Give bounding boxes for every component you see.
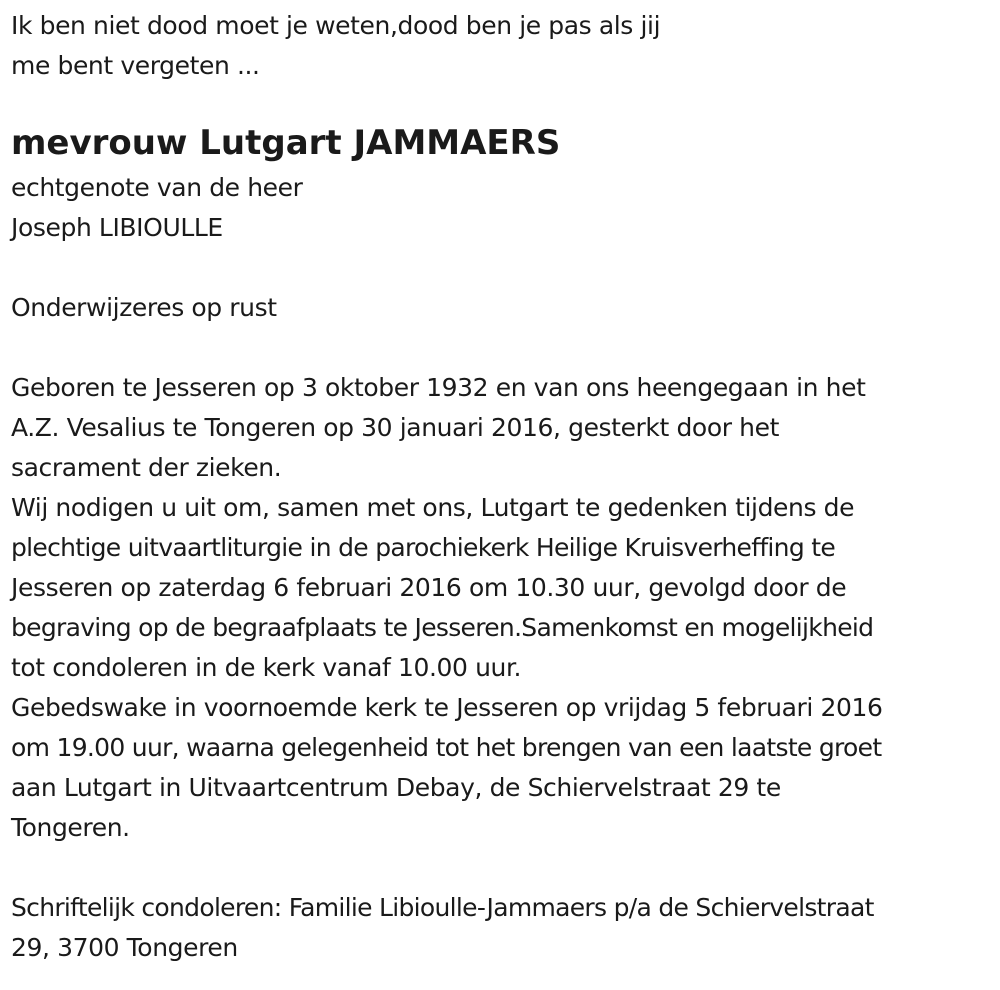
spacer xyxy=(11,248,996,288)
condolences-line: Schriftelijk condoleren: Familie Libioulle-Jammaers p/a de Schiervelstraat xyxy=(11,893,874,922)
born-paragraph xyxy=(11,368,996,488)
spacer xyxy=(11,848,996,888)
vigil-line: Gebedswake in voornoemde kerk te Jesseren op vrijdag 5 februari 2016 xyxy=(11,693,883,722)
spouse-line-1: echtgenote van de heer xyxy=(11,173,303,202)
deceased-name: mevrouw Lutgart JAMMAERS xyxy=(11,123,561,163)
born-line: Geboren te Jesseren op 3 oktober 1932 en van ons heengegaan in het xyxy=(11,373,866,402)
invitation-line: Jesseren op zaterdag 6 februari 2016 om 10.30 uur, gevolgd door de xyxy=(11,573,847,602)
motto-line-1: Ik ben niet dood moet je weten,dood ben je pas als jij xyxy=(11,11,661,40)
invitation-paragraph xyxy=(11,488,996,688)
occupation: Onderwijzeres op rust xyxy=(11,293,277,322)
invitation-line: plechtige uitvaartliturgie in de parochiekerk Heilige Kruisverheffing te xyxy=(11,533,836,562)
spacer xyxy=(11,328,996,368)
vigil-line: om 19.00 uur, waarna gelegenheid tot het brengen van een laatste groet xyxy=(11,733,882,762)
born-line: sacrament der zieken. xyxy=(11,453,282,482)
invitation-line: tot condoleren in de kerk vanaf 10.00 uur. xyxy=(11,653,522,682)
born-line: A.Z. Vesalius te Tongeren op 30 januari 2016, gesterkt door het xyxy=(11,413,779,442)
obituary-document xyxy=(11,6,996,968)
motto-line-2: me bent vergeten ... xyxy=(11,51,260,80)
invitation-line: begraving op de begraafplaats te Jesseren.Samenkomst en mogelijkheid xyxy=(11,613,874,642)
invitation-line: Wij nodigen u uit om, samen met ons, Lutgart te gedenken tijdens de xyxy=(11,493,855,522)
spouse-line-2: Joseph LIBIOULLE xyxy=(11,213,223,242)
vigil-line: aan Lutgart in Uitvaartcentrum Debay, de Schiervelstraat 29 te xyxy=(11,773,781,802)
condolences-paragraph xyxy=(11,888,996,968)
vigil-line: Tongeren. xyxy=(11,813,130,842)
condolences-line: 29, 3700 Tongeren xyxy=(11,933,238,962)
vigil-paragraph xyxy=(11,688,996,848)
